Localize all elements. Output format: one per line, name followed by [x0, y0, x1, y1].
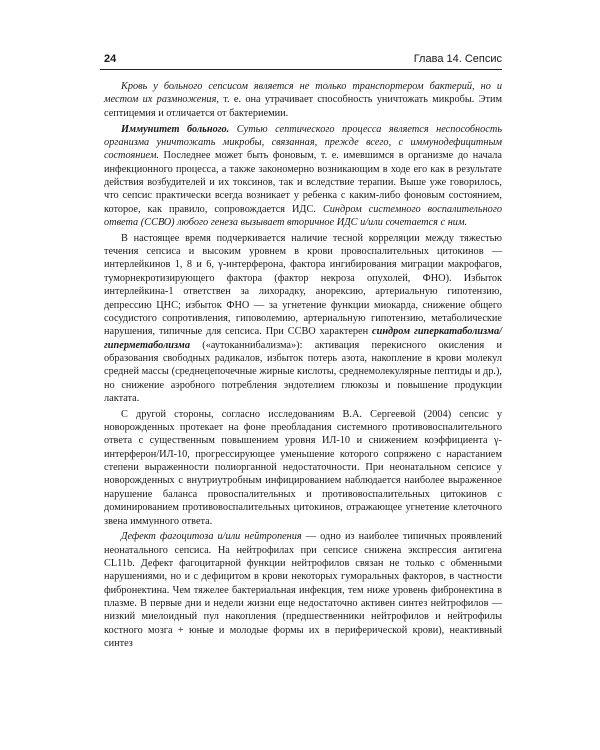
text-run: — одно из наиболее типичных проявлений неонатального сепсиса. На нейтрофилах при сепсисе снижена экспрессия антигена CL11b. Дефект фагоцитарной функции нейтрофилов связан не только с обменными нарушениями, но и с дефицитом в крови некоторых гуморальных факторов, в частности фибронектина. Чем тяжелее бактериальная инфекция, тем ниже уровень фибронектина в плазме. В первые дни и недели жизни еще недостаточно активен синтез нейтрофилов — низкий миелоидный пул накопления (предшественники нейтрофилов и нейтрофилы костного мозга + юные и молодые формы их в периферической крови), неактивный синтез [104, 531, 502, 650]
text-run: Синдром системного воспалительного ответа (ССВО) любого генеза вызывает вторичное ИДС и/или сочетается с ним. [104, 203, 502, 228]
paragraph [104, 232, 502, 405]
chapter-title: Глава 14. Сепсис [413, 53, 502, 65]
text-run: Дефект фагоцитоза и/или нейтропения [121, 531, 302, 543]
text-run: , т. е. она утрачивает способность уничтожать микробы. Этим септицемия и отличается от бактериемии. [104, 94, 502, 119]
page-number: 24 [104, 53, 117, 65]
text-run: В настоящее время подчеркивается наличие тесной корреляции между тяжестью течения сепсиса и высоким уровнем в крови провоспалительных цитокинов — интерлейкинов 1, 8 и 6, γ-интерферона, фактора ингибирования миграции макрофагов, туморнекротизирующего фактора (фактор некроза опухолей, ФНО). Избыток интерлейкина-1 ответствен за лихорадку, анорексию, артериальную гипотензию, депрессию ЦНС; избыток ФНО — за угнетение функции миокарда, снижение общего сосудистого сопротивления, гиповолемию, артериальную гипотензию, метаболические нарушения, типичные для сепсиса. При ССВО характерен [104, 232, 502, 338]
header-rule [100, 69, 502, 70]
text-run: Сутью септического процесса является неспособность организма уничтожать микробы, связанная, прежде всего, с иммунодефицитным состоянием. [104, 123, 503, 162]
paragraph [104, 80, 502, 120]
body-text [104, 80, 502, 650]
text-run: Последнее может быть фоновым, т. е. имевшимся в организме до начала инфекционного процесса, а также закономерно возникающим в ходе его как в результате действия возбудителей и их токсинов, так и вследствие терапии. Выше уже говорилось, что сепсис практически всегда возникает у ребенка с каким-либо фоновым состоянием, которое, как правило, сопровождается ИДС. [104, 150, 502, 215]
text-run: Иммунитет больного. [121, 123, 230, 135]
paragraph [104, 408, 502, 528]
text-run: синдром гиперкатаболизма/гиперметаболизма [104, 326, 502, 351]
paragraph [104, 530, 502, 650]
paragraph [104, 123, 502, 230]
text-run: С другой стороны, согласно исследованиям В.А. Сергеевой (2004) сепсис у новорожденных протекает на фоне преобладания системного противовоспалительного ответа с существенным повышением уровня ИЛ-10 и снижением коэффициента γ-интерферон/ИЛ-10, прогрессирующее уменьшение которого сопряжено с нарастанием степени выраженности полиорганной недостаточности. При неонатальном сепсисе у новорожденных с внутриутробным инфицированием наблюдается наиболее выраженное нарушение баланса провоспалительных и противовоспалительных цитокинов с доминированием противовоспалительных цитокинов, отражающее угнетение клеточного звена иммунного ответа. [104, 408, 502, 527]
text-run: («аутоканнибализма»): активация перекисного окисления и образования свободных радикалов, избыток потерь азота, накопление в крови молекул средней массы (среднецепочечные жирные кислоты, среднемолекулярные пептиды и др.), но снижение аэробного потребления эндотелием глюкозы и повышение продукции лактата. [104, 339, 502, 404]
text-run: Кровь у больного сепсисом является не только транспортером бактерий, но и местом их размножения [104, 81, 502, 106]
page-header [100, 50, 502, 72]
